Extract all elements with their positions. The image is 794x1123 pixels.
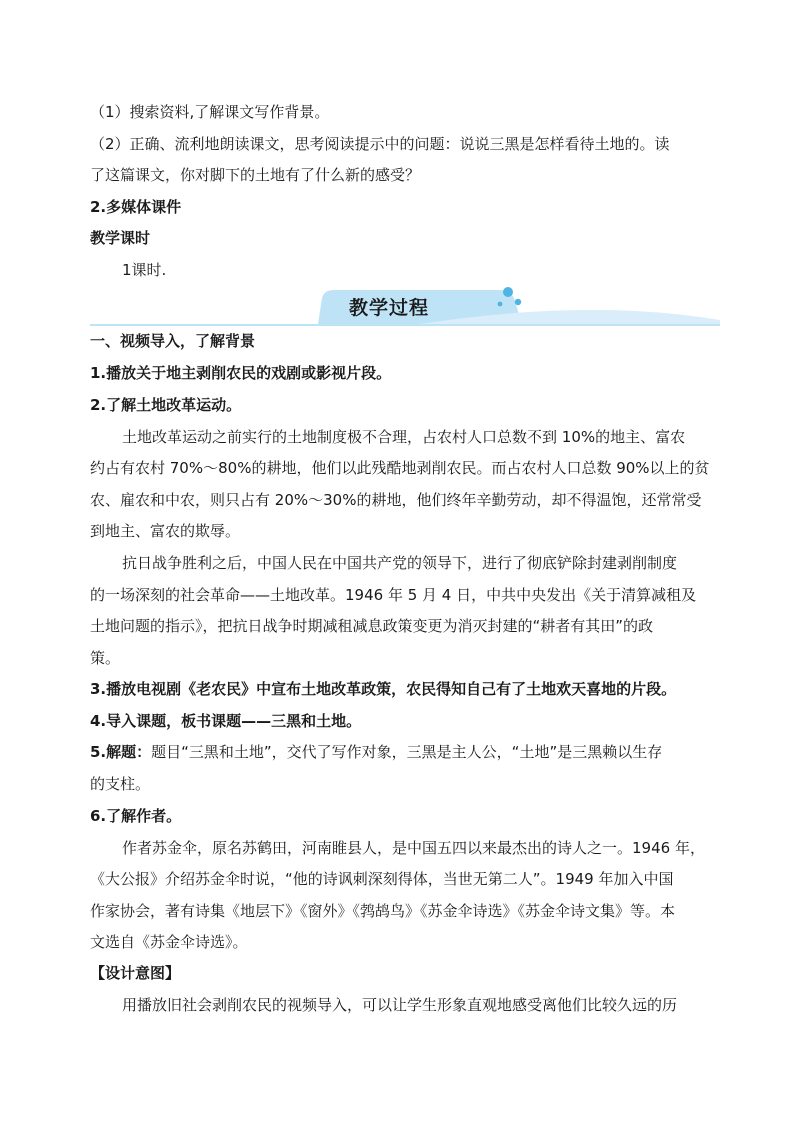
section-1-heading: 一、视频导入，了解背景 [90,332,256,350]
droplet-icon-tiny [498,302,503,307]
lesson-time-heading: 教学课时 [90,229,151,247]
prep-item-1: （1）搜索资料,了解课文写作背景。 [90,103,330,121]
step-3: 3.播放电视剧《老农民》中宣布土地改革政策，农民得知自己有了土地欢天喜地的片段。 [90,680,677,698]
para-1-line-1: 土地改革运动之前实行的土地制度极不合理，占农村人口总数不到 10%的地主、富农 [122,428,686,446]
step-6: 6.了解作者。 [90,807,182,825]
para-3-line-2: 《大公报》介绍苏金伞时说，“他的诗讽刺深刻得体，当世无第二人”。1949 年加入中国 [90,870,674,888]
design-intent-heading: 【设计意图】 [90,964,181,982]
step-5-line-2: 的支柱。 [90,775,151,793]
para-3-line-3: 作家协会，著有诗集《地层下》《窗外》《鹁鸪鸟》《苏金伞诗选》《苏金伞诗文集》等。本 [90,902,676,920]
step-5 [90,742,730,762]
lesson-time-value: 1课时. [122,261,167,279]
prep-item-2-line-2: 了这篇课文，你对脚下的土地有了什么新的感受？ [90,166,421,184]
para-2-line-1: 抗日战争胜利之后，中国人民在中国共产党的领导下，进行了彻底铲除封建剥削制度 [122,554,678,572]
prep-item-2-line-1: （2）正确、流利地朗读课文，思考阅读提示中的问题：说说三黑是怎样看待土地的。读 [90,135,670,153]
para-1-line-4: 到地主、富农的欺辱。 [90,522,241,540]
step-5-label: 5.解题： [90,743,152,761]
step-1: 1.播放关于地主剥削农民的戏剧或影视片段。 [90,364,392,382]
para-2-line-4: 策。 [90,649,121,667]
para-2-line-3: 土地问题的指示》，把抗日战争时期减租减息政策变更为消灭封建的“耕者有其田”的政 [90,617,654,635]
banner-title: 教学过程 [348,297,429,319]
droplet-icon [503,287,513,297]
para-1-line-2: 约占有农村 70%～80%的耕地，他们以此残酷地剥削农民。而占农村人口总数 90%以上的贫 [90,459,710,477]
droplet-icon-small [515,299,521,305]
para-1-line-3: 农、雇农和中农，则只占有 20%～30%的耕地，他们终年辛勤劳动，却不得温饱，还常常受 [90,491,702,509]
prep-item-multimedia: 2.多媒体课件 [90,198,182,216]
step-5-text: 题目“三黑和土地”，交代了写作对象，三黑是主人公，“土地”是三黑赖以生存 [151,743,663,761]
design-intent-line-1: 用播放旧社会剥削农民的视频导入，可以让学生形象直观地感受离他们比较久远的历 [122,996,678,1014]
banner-underline [90,324,720,326]
step-2: 2.了解土地改革运动。 [90,396,242,414]
para-3-line-4: 文选自《苏金伞诗选》。 [90,933,248,951]
step-4: 4.导入课题，板书课题——三黑和土地。 [90,712,362,730]
para-3-line-1: 作者苏金伞，原名苏鹤田，河南睢县人，是中国五四以来最杰出的诗人之一。1946 年， [122,839,705,857]
para-2-line-2: 的一场深刻的社会革命——土地改革。1946 年 5 月 4 日，中共中央发出《关于清算减租及 [90,586,697,604]
